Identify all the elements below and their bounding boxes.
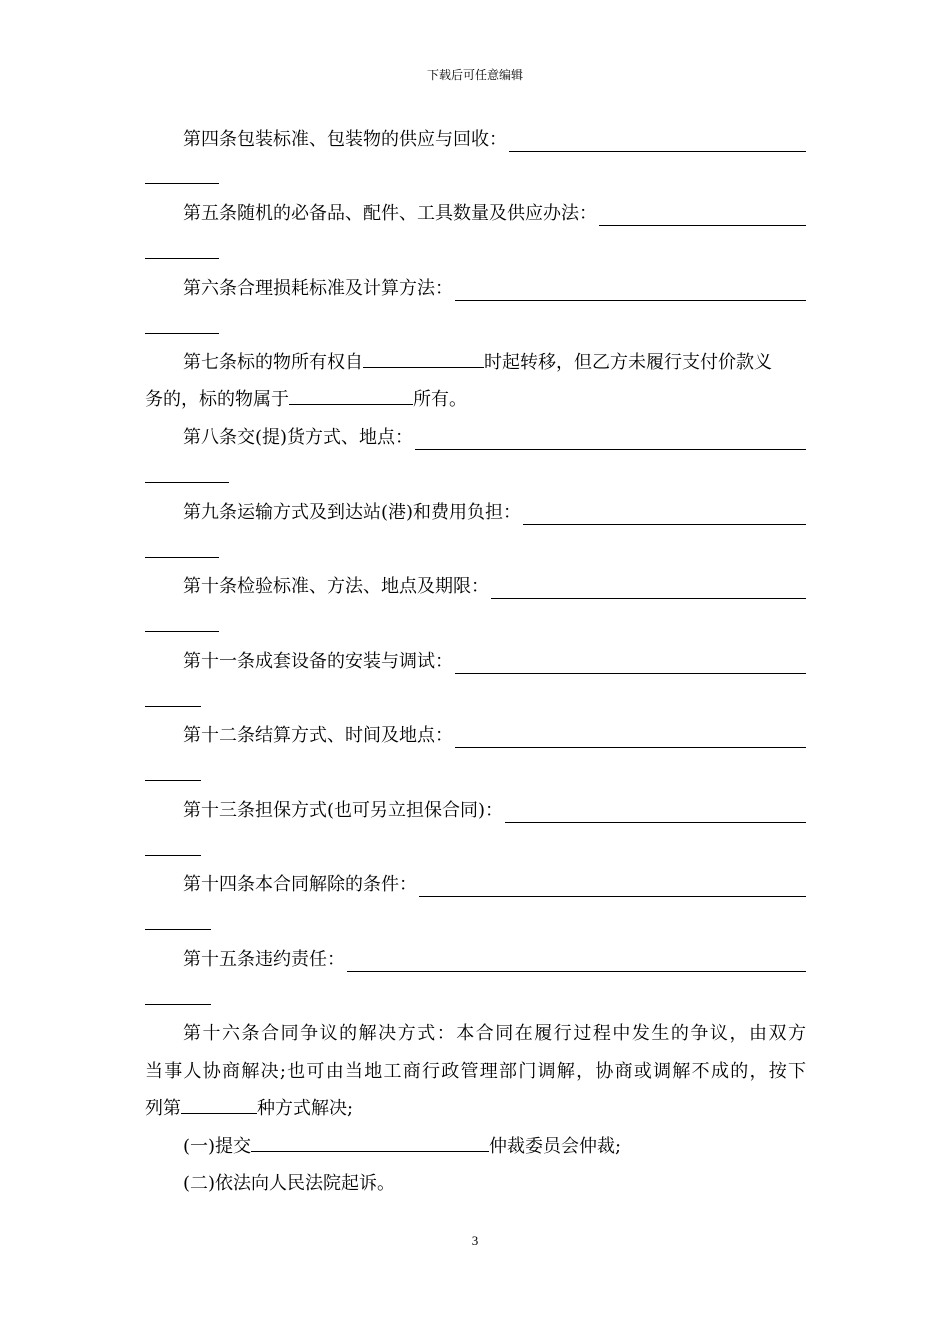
blank-line-continuation xyxy=(145,929,211,930)
blank-line xyxy=(455,732,806,748)
blank-line-continuation xyxy=(145,855,201,856)
clause-label: 第八条交(提)货方式、地点： xyxy=(183,427,414,448)
blank-line-continuation xyxy=(145,258,219,259)
blank-line-continuation xyxy=(145,183,219,184)
clause-16-line-3 xyxy=(145,1097,806,1121)
blank-line xyxy=(509,136,806,152)
clause-label: 第十五条违约责任： xyxy=(183,949,345,970)
blank-line-continuation xyxy=(145,1004,211,1005)
clause-16-line-1: 第十六条合同争议的解决方式：本合同在履行过程中发生的争议，由双方 xyxy=(183,1023,806,1044)
page-number: 3 xyxy=(471,1233,479,1248)
blank-line xyxy=(455,658,806,674)
clause-label: 第十二条结算方式、时间及地点： xyxy=(183,725,453,746)
blank-line xyxy=(419,881,806,897)
blank-line xyxy=(599,210,806,226)
clause-label: 第十一条成套设备的安装与调试： xyxy=(183,651,453,672)
blank-line xyxy=(505,807,806,823)
clause-6 xyxy=(145,277,806,301)
clause-4 xyxy=(145,128,806,152)
clause-12 xyxy=(145,724,806,748)
blank-line xyxy=(523,509,806,525)
clause-7-line-1 xyxy=(145,351,806,375)
blank-line xyxy=(181,1098,257,1114)
clause-15 xyxy=(145,948,806,972)
blank-line-continuation xyxy=(145,631,219,632)
blank-line-continuation xyxy=(145,780,201,781)
blank-line xyxy=(415,434,806,450)
clause-11 xyxy=(145,650,806,674)
clause-7-line-2 xyxy=(145,388,806,412)
clause-text: 第七条标的物所有权自 xyxy=(183,352,363,373)
clause-label: 第六条合理损耗标准及计算方法： xyxy=(183,278,453,299)
blank-line-continuation xyxy=(145,557,219,558)
blank-line xyxy=(455,285,806,301)
option-text: (一)提交 xyxy=(183,1136,252,1157)
clause-label: 第五条随机的必备品、配件、工具数量及供应办法： xyxy=(183,203,597,224)
clause-9 xyxy=(145,501,806,525)
clause-label: 第四条包装标准、包装物的供应与回收： xyxy=(183,129,507,150)
blank-line xyxy=(251,1136,489,1152)
blank-line xyxy=(491,583,806,599)
clause-label: 第九条运输方式及到达站(港)和费用负担： xyxy=(183,502,522,523)
clause-text: 时起转移，但乙方未履行支付价款义 xyxy=(484,352,772,373)
blank-line xyxy=(347,956,806,972)
clause-14 xyxy=(145,873,806,897)
clause-5 xyxy=(145,202,806,226)
dispute-option-2: (二)依法向人民法院起诉。 xyxy=(183,1173,396,1194)
blank-line xyxy=(363,352,484,368)
clause-text: 务的，标的物属于 xyxy=(145,389,289,410)
blank-line-continuation xyxy=(145,482,229,483)
dispute-option-1 xyxy=(145,1135,806,1159)
clause-8 xyxy=(145,426,806,450)
clause-10 xyxy=(145,575,806,599)
clause-label: 第十三条担保方式(也可另立担保合同)： xyxy=(183,800,504,821)
option-text: 仲裁委员会仲裁; xyxy=(489,1136,622,1157)
clause-text: 所有。 xyxy=(413,389,467,410)
clause-label: 第十条检验标准、方法、地点及期限： xyxy=(183,576,489,597)
blank-line xyxy=(289,389,413,405)
clause-13 xyxy=(145,799,806,823)
clause-label: 第十四条本合同解除的条件： xyxy=(183,874,417,895)
clause-text: 列第 xyxy=(145,1098,181,1119)
blank-line-continuation xyxy=(145,333,219,334)
blank-line-continuation xyxy=(145,706,201,707)
clause-text: 种方式解决; xyxy=(257,1098,354,1119)
clause-16-line-2: 当事人协商解决;也可由当地工商行政管理部门调解，协商或调解不成的，按下 xyxy=(145,1061,806,1082)
page-header: 下载后可任意编辑 xyxy=(426,68,523,82)
